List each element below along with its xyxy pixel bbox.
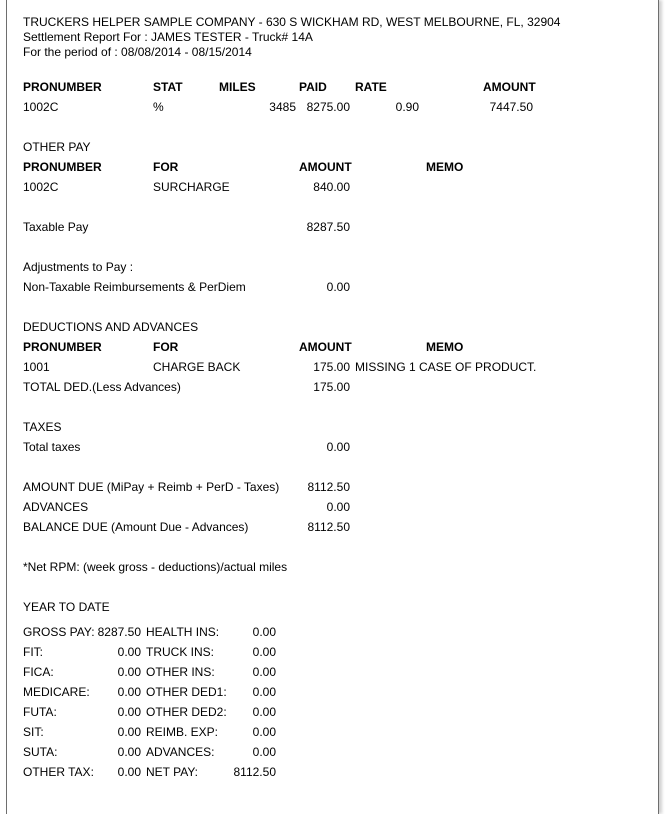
balance-due-value: 8112.50 [307,520,350,534]
other-pay-cell-for: SURCHARGE [153,180,230,194]
advances-label: ADVANCES [23,500,89,514]
adjustments-title: Adjustments to Pay : [23,260,134,274]
loads-header-amount: AMOUNT [483,80,536,94]
company-line: TRUCKERS HELPER SAMPLE COMPANY - 630 S WICKHAM RD, WEST MELBOURNE, FL, 32904 [23,15,561,29]
ytd-label-left: FUTA: [23,705,57,719]
ytd-value-right: 0.00 [252,665,276,679]
ytd-value-right: 0.00 [252,705,276,719]
advances-value: 0.00 [326,500,350,514]
ytd-value-left: 0.00 [117,725,141,739]
ytd-label-left: FICA: [23,665,54,679]
deductions-total-value: 175.00 [313,380,350,394]
ytd-label-left: OTHER TAX: [23,765,94,779]
ytd-label-right: NET PAY: [146,765,199,779]
loads-header-miles: MILES [219,80,256,94]
ytd-label-right: OTHER DED2: [146,705,227,719]
loads-cell-paid: 8275.00 [306,100,350,114]
other-pay-header-for: FOR [153,160,179,174]
ytd-value-right: 0.00 [252,725,276,739]
loads-cell-miles: 3485 [269,100,296,114]
ytd-label-right: TRUCK INS: [146,645,215,659]
other-pay-title: OTHER PAY [23,140,91,154]
loads-cell-stat: % [153,100,164,114]
deductions-header-for: FOR [153,340,179,354]
deductions-cell-amount: 175.00 [313,360,350,374]
ytd-label-left: SIT: [23,725,44,739]
balance-due-label: BALANCE DUE (Amount Due - Advances) [23,520,249,534]
net-rpm-note: *Net RPM: (week gross - deductions)/actual miles [23,560,288,574]
deductions-header-amount: AMOUNT [299,340,352,354]
ytd-value-left: 0.00 [117,645,141,659]
ytd-label-right: ADVANCES: [146,745,215,759]
loads-header-pronumber: PRONUMBER [23,80,102,94]
deductions-cell-pronumber: 1001 [23,360,50,374]
total-taxes-value: 0.00 [326,440,350,454]
loads-header-paid: PAID [299,80,327,94]
taxes-title: TAXES [23,420,62,434]
other-pay-header-amount: AMOUNT [299,160,352,174]
deductions-title: DEDUCTIONS AND ADVANCES [23,320,199,334]
taxable-pay-label: Taxable Pay [23,220,89,234]
non-taxable-value: 0.00 [326,280,350,294]
settlement-report-page [6,0,659,814]
loads-cell-amount: 7447.50 [489,100,533,114]
ytd-value-right: 0.00 [252,645,276,659]
ytd-label-right: REIMB. EXP: [146,725,219,739]
loads-cell-rate: 0.90 [395,100,419,114]
ytd-label-right: OTHER DED1: [146,685,227,699]
amount-due-value: 8112.50 [307,480,350,494]
ytd-value-left: 0.00 [117,765,141,779]
ytd-value-right: 0.00 [252,745,276,759]
ytd-value-left: 0.00 [117,665,141,679]
ytd-label-right: HEALTH INS: [146,625,220,639]
other-pay-cell-amount: 840.00 [313,180,350,194]
deductions-header-memo: MEMO [426,340,464,354]
non-taxable-label: Non-Taxable Reimbursements & PerDiem [23,280,246,294]
ytd-value-right: 8112.50 [233,765,276,779]
loads-header-stat: STAT [153,80,183,94]
ytd-value-right: 0.00 [252,625,276,639]
deductions-header-pronumber: PRONUMBER [23,340,102,354]
ytd-label-left: SUTA: [23,745,58,759]
ytd-value-left: 0.00 [117,685,141,699]
deductions-cell-memo: MISSING 1 CASE OF PRODUCT. [355,360,537,374]
total-taxes-label: Total taxes [23,440,81,454]
ytd-value-left: 0.00 [117,745,141,759]
ytd-label-right: OTHER INS: [146,665,215,679]
ytd-value-left: 0.00 [117,705,141,719]
period-line: For the period of : 08/08/2014 - 08/15/2014 [23,45,252,59]
deductions-cell-for: CHARGE BACK [153,360,241,374]
other-pay-header-pronumber: PRONUMBER [23,160,102,174]
ytd-title: YEAR TO DATE [23,600,110,614]
amount-due-label: AMOUNT DUE (MiPay + Reimb + PerD - Taxes) [23,480,280,494]
taxable-pay-value: 8287.50 [306,220,350,234]
loads-header-rate: RATE [355,80,387,94]
ytd-value-left: 8287.50 [97,625,141,639]
other-pay-header-memo: MEMO [426,160,464,174]
deductions-total-label: TOTAL DED.(Less Advances) [23,380,181,394]
settlement-line: Settlement Report For : JAMES TESTER - Truck# 14A [23,30,313,44]
loads-cell-pronumber: 1002C [23,100,59,114]
ytd-label-left: FIT: [23,645,43,659]
other-pay-cell-pronumber: 1002C [23,180,59,194]
ytd-label-left: MEDICARE: [23,685,90,699]
ytd-label-left: GROSS PAY: [23,625,95,639]
ytd-value-right: 0.00 [252,685,276,699]
